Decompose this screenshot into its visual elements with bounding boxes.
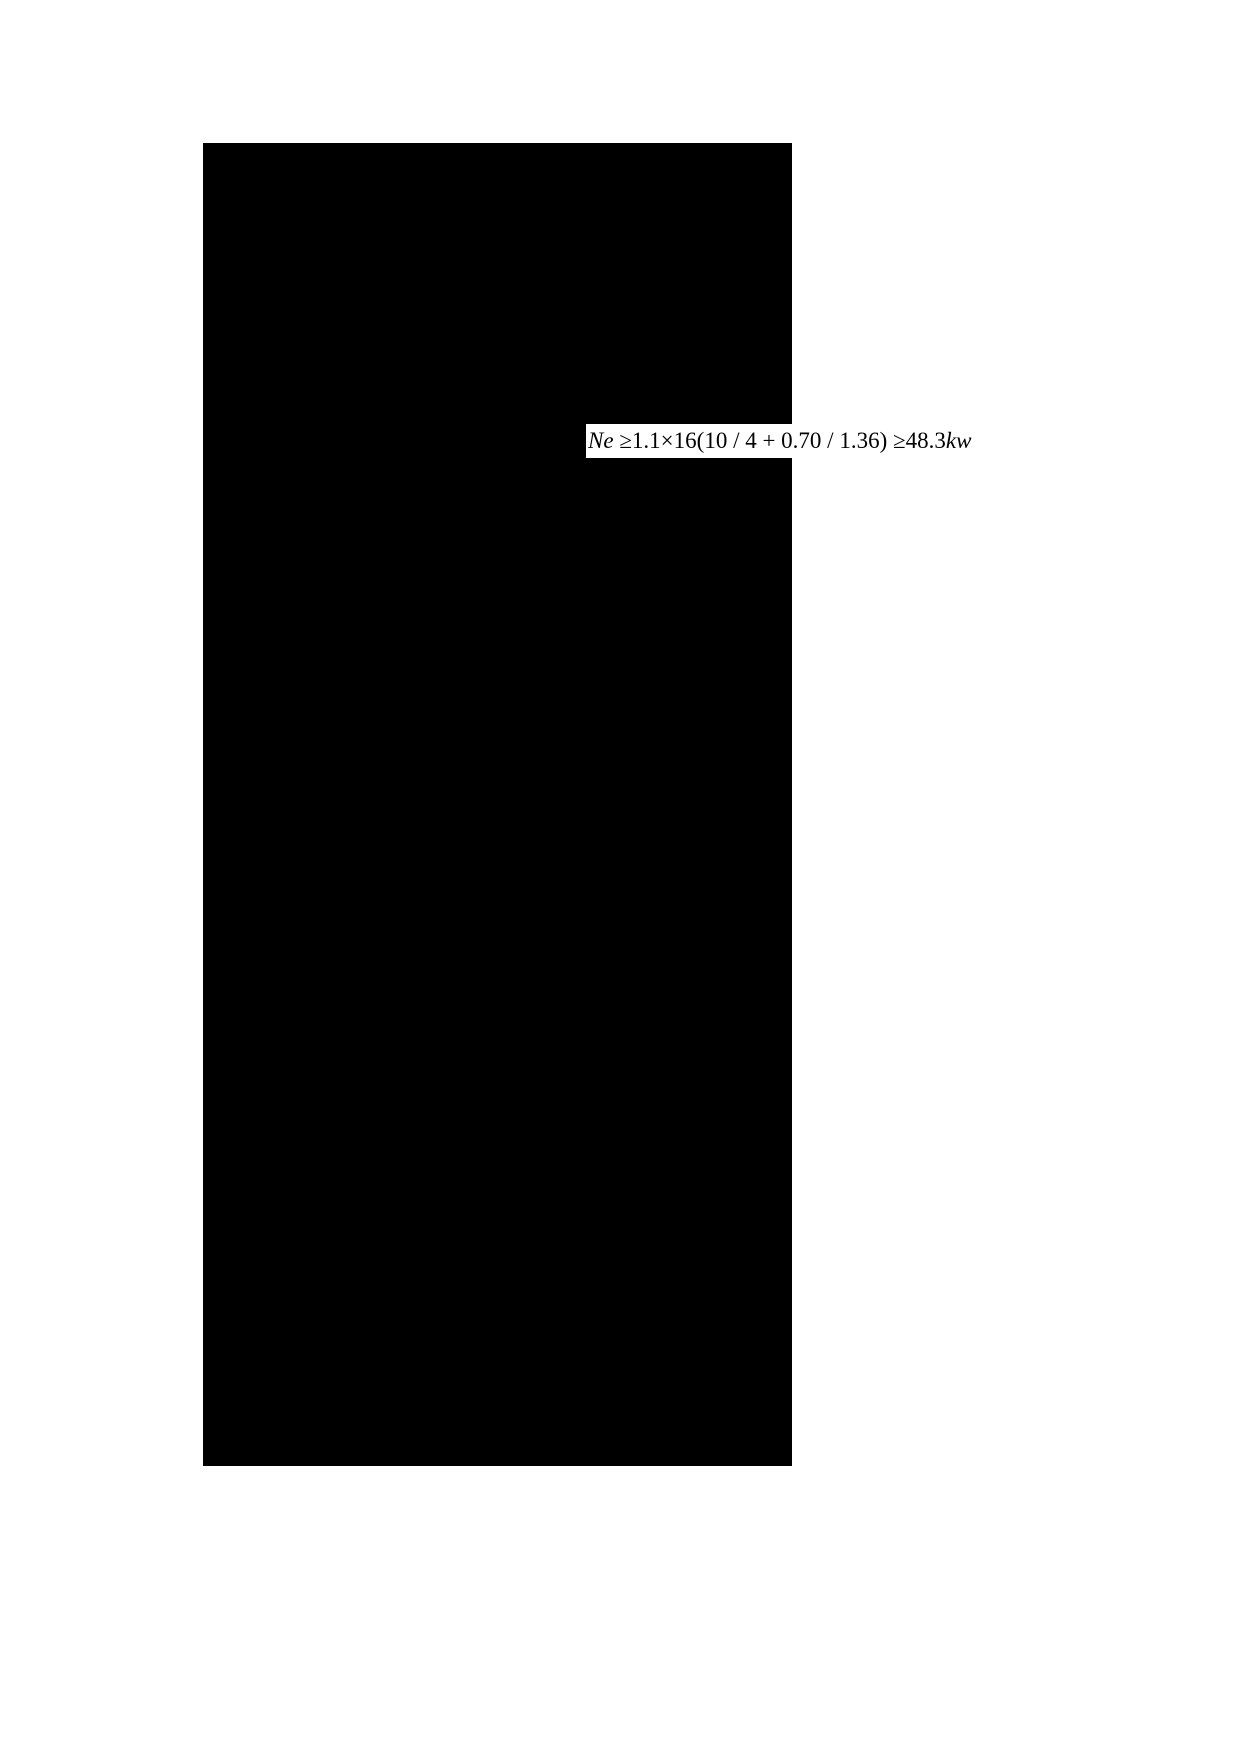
formula-text (588, 426, 971, 456)
formula-container (586, 424, 998, 458)
formula-unit: kw (945, 428, 972, 453)
black-image-panel (203, 143, 972, 1466)
formula-body: ≥1.1×16(10 / 4 + 0.70 / 1.36) ≥48.3 (613, 428, 946, 453)
formula-variable: Ne (588, 428, 614, 453)
